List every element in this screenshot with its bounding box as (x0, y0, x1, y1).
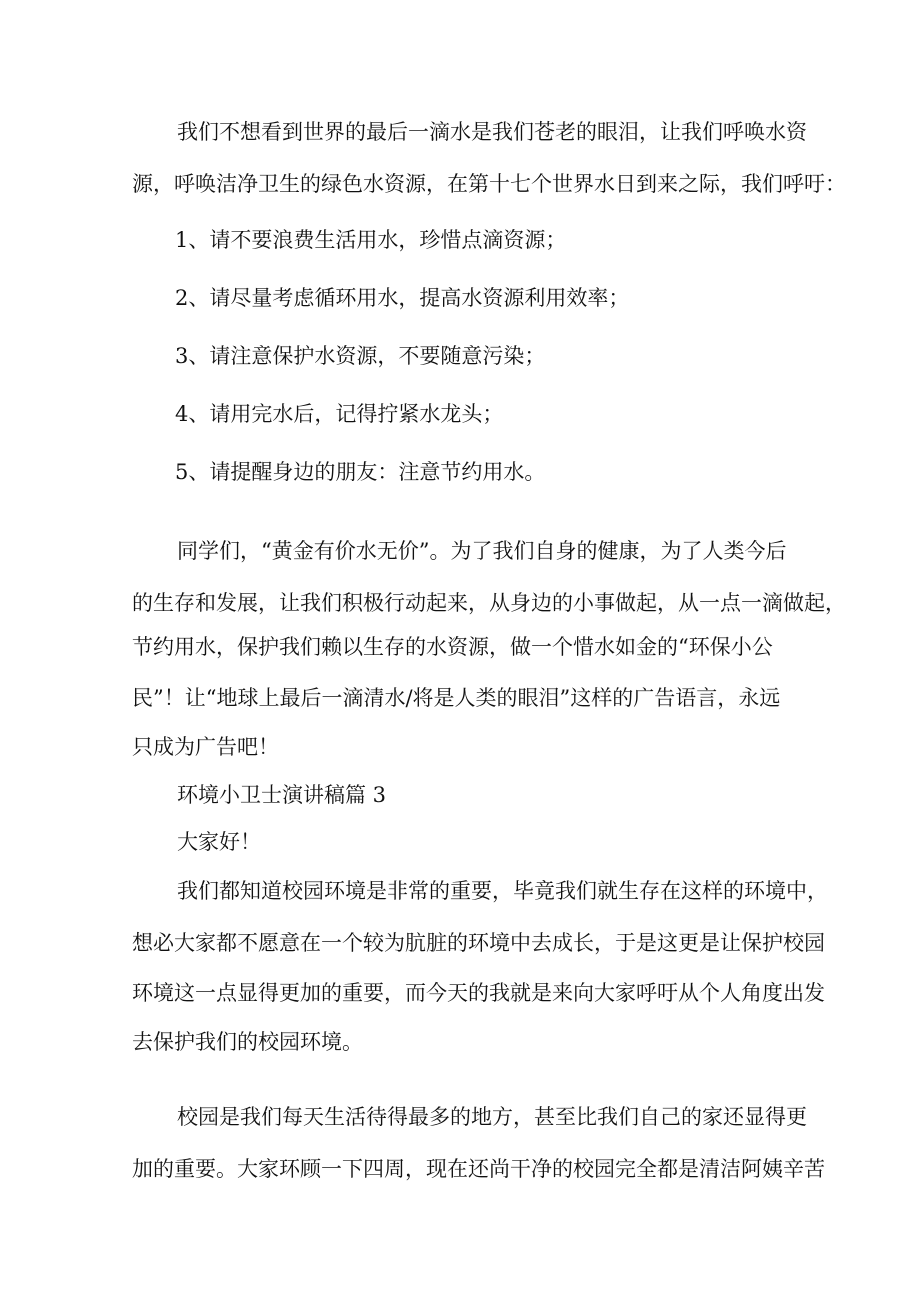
list-item: 1、请不要浪费生活用水，珍惜点滴资源； (175, 228, 567, 252)
text-line: 源，呼唤洁净卫生的绿色水资源，在第十七个世界水日到来之际，我们呼吁： (132, 172, 846, 196)
list-item: 2、请尽量考虑循环用水，提高水资源利用效率； (175, 286, 630, 310)
text-line: 加的重要。大家环顾一下四周，现在还尚干净的校园完全都是清洁阿姨辛苦 (132, 1157, 825, 1181)
text-line: 同学们，“黄金有价水无价”。为了我们自身的健康，为了人类今后 (177, 539, 787, 563)
text-line: 只成为广告吧！ (132, 735, 279, 759)
text-line: 大家好！ (177, 830, 261, 854)
text-line: 去保护我们的校园环境。 (132, 1030, 363, 1054)
text-line: 我们不想看到世界的最后一滴水是我们苍老的眼泪，让我们呼唤水资 (177, 120, 807, 144)
text-line: 的生存和发展，让我们积极行动起来，从身边的小事做起，从一点一滴做起， (132, 591, 846, 615)
list-item: 4、请用完水后，记得拧紧水龙头； (175, 402, 504, 426)
text-line: 我们都知道校园环境是非常的重要，毕竟我们就生存在这样的环境中， (177, 879, 828, 903)
text-line: 节约用水，保护我们赖以生存的水资源，做一个惜水如金的“环保小公 (132, 635, 773, 659)
text-line: 民”！让“地球上最后一滴清水/将是人类的眼泪”这样的广告语言，永远 (132, 686, 781, 710)
text-line: 环境这一点显得更加的重要，而今天的我就是来向大家呼吁从个人角度出发 (132, 981, 825, 1005)
text-line: 校园是我们每天生活待得最多的地方，甚至比我们自己的家还显得更 (177, 1105, 807, 1129)
list-item: 5、请提醒身边的朋友：注意节约用水。 (175, 460, 546, 484)
list-item: 3、请注意保护水资源，不要随意污染； (175, 344, 546, 368)
section-heading: 环境小卫士演讲稿篇 3 (177, 783, 387, 807)
text-line: 想必大家都不愿意在一个较为肮脏的环境中去成长，于是这更是让保护校园 (132, 931, 825, 955)
